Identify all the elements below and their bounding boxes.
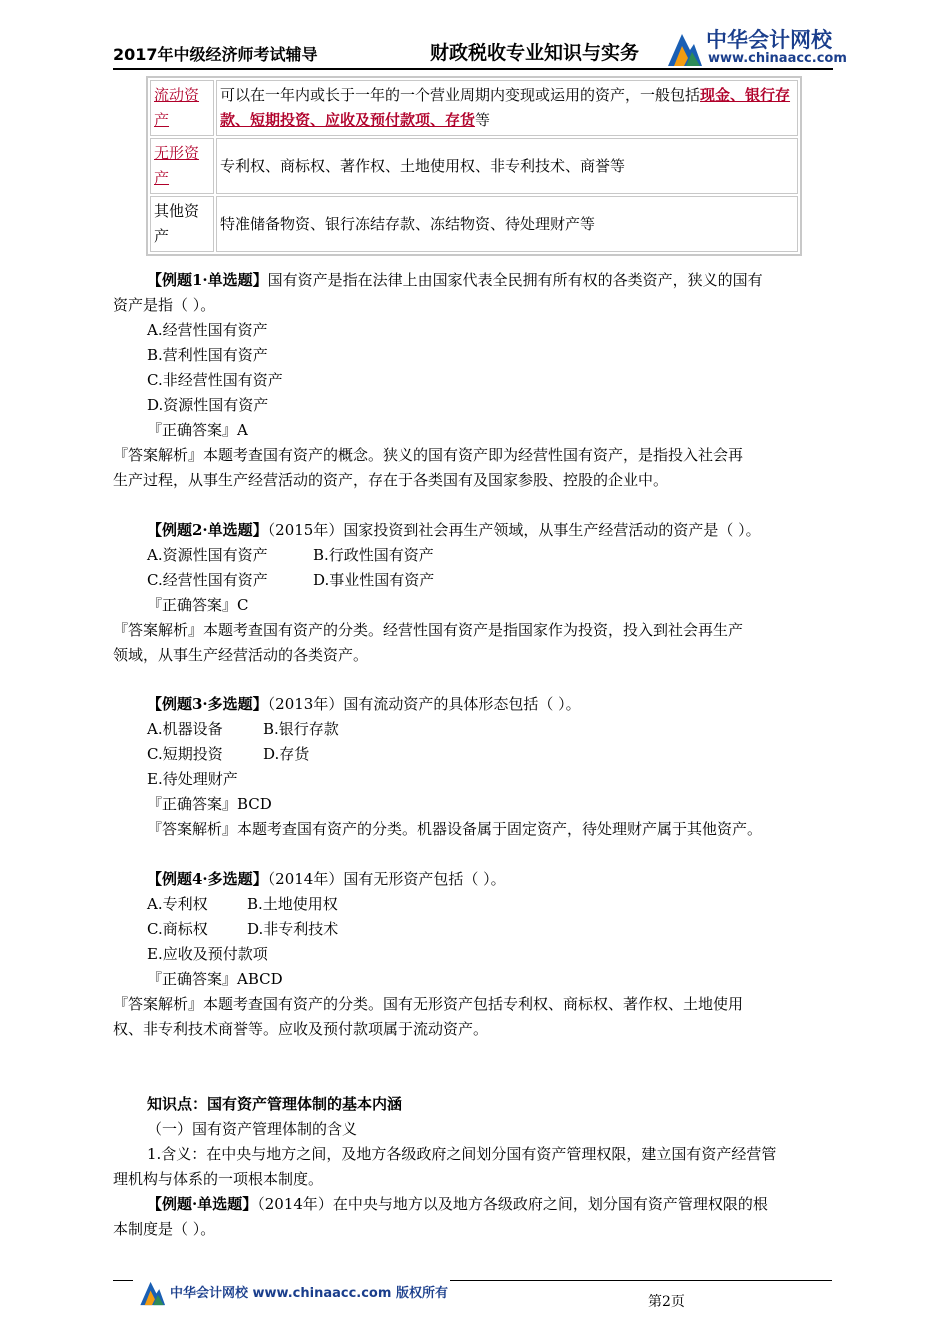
q5-stem-cont: 本制度是（ ）。 [113, 1220, 216, 1238]
q4-analysis: 『答案解析』本题考查国有资产的分类。国有无形资产包括专利权、商标权、著作权、土地使用 [113, 995, 744, 1013]
header-divider [113, 68, 833, 70]
q3-answer: 『正确答案』BCD [147, 795, 272, 813]
q1-analysis: 『答案解析』本题考查国有资产的概念。狭义的国有资产即为经营性国有资产，是指投入社会再 [113, 446, 744, 464]
q4-stem: 【例题4·多选题】（2014年）国有无形资产包括（ ）。 [147, 870, 506, 888]
q3-stem: 【例题3·多选题】（2013年）国有流动资产的具体形态包括（ ）。 [147, 695, 581, 713]
knowledge-subtitle: （一）国有资产管理体制的含义 [147, 1120, 358, 1138]
q2-options-ab: A.资源性国有资产 B.行政性国有资产 [147, 546, 434, 564]
q4-options-cd: C.商标权 D.非专利技术 [147, 920, 339, 938]
logo-mountain-icon [664, 26, 704, 70]
knowledge-definition: 1.含义：在中央与地方之间，及地方各级政府之间划分国有资产管理权限，建立国有资产经营管 [147, 1145, 777, 1163]
header-center-title: 财政税收专业知识与实务 [430, 42, 640, 64]
knowledge-title: 知识点：国有资产管理体制的基本内涵 [147, 1095, 403, 1113]
footer-copyright[interactable]: 中华会计网校 www.chinaacc.com 版权所有 [170, 1286, 448, 1301]
q2-analysis: 『答案解析』本题考查国有资产的分类。经营性国有资产是指国家作为投资，投入到社会再生产 [113, 621, 744, 639]
q3-options-ab: A.机器设备 B.银行存款 [147, 720, 339, 738]
table-cell-desc: 可以在一年内或长于一年的一个营业周期内变现或运用的资产，一般包括现金、银行存款、短期投资、应收及预付款项、存货等 [216, 80, 798, 136]
table-row [150, 80, 798, 136]
q1-stem: 【例题1·单选题】国有资产是指在法律上由国家代表全民拥有所有权的各类资产，狭义的国有 [147, 271, 763, 289]
table-cell-name[interactable] [150, 80, 214, 136]
knowledge-definition-cont: 理机构与体系的一项根本制度。 [113, 1170, 324, 1188]
q2-stem: 【例题2·单选题】（2015年）国家投资到社会再生产领域，从事生产经营活动的资产是（ ）。 [147, 521, 761, 539]
q4-options-ab: A.专利权 B.土地使用权 [147, 895, 338, 913]
q2-options-cd: C.经营性国有资产 D.事业性国有资产 [147, 571, 435, 589]
footer-divider-left [113, 1280, 133, 1281]
q5-stem: 【例题·单选题】（2014年）在中央与地方以及地方各级政府之间，划分国有资产管理权限的根 [147, 1195, 768, 1213]
q4-answer: 『正确答案』ABCD [147, 970, 283, 988]
q1-answer: 『正确答案』A [147, 421, 248, 439]
link-current-asset-forms[interactable]: 现金、银行存款、短期投资、应收及预付款项、存货 [220, 86, 791, 129]
asset-table [146, 76, 802, 256]
q4-analysis-cont: 权、非专利技术商誉等。应收及预付款项属于流动资产。 [113, 1020, 489, 1038]
q1-option-c: C.非经营性国有资产 [147, 371, 283, 389]
q1-option-a: A.经营性国有资产 [147, 321, 268, 339]
q2-answer: 『正确答案』C [147, 596, 249, 614]
table-cell-name[interactable] [150, 138, 214, 194]
q4-option-e: E.应收及预付款项 [147, 945, 268, 963]
q2-analysis-cont: 领域，从事生产经营活动的各类资产。 [113, 646, 369, 664]
header-left-title: 2017年中级经济师考试辅导 [113, 45, 318, 64]
q3-options-cd: C.短期投资 D.存货 [147, 745, 310, 763]
link-current-assets[interactable]: 流动资产 [154, 86, 200, 129]
footer-divider-right [450, 1280, 832, 1281]
q1-option-d: D.资源性国有资产 [147, 396, 269, 414]
q3-analysis: 『答案解析』本题考查国有资产的分类。机器设备属于固定资产，待处理财产属于其他资产。 [147, 820, 763, 838]
page-number: 第2页 [648, 1294, 685, 1310]
table-row [150, 138, 798, 194]
q1-option-b: B.营利性国有资产 [147, 346, 268, 364]
logo[interactable] [664, 24, 854, 70]
table-cell-desc: 特准储备物资、银行冻结存款、冻结物资、待处理财产等 [216, 196, 798, 252]
link-intangible-assets[interactable]: 无形资产 [154, 144, 200, 187]
table-cell-desc: 专利权、商标权、著作权、土地使用权、非专利技术、商誉等 [216, 138, 798, 194]
q3-option-e: E.待处理财产 [147, 770, 238, 788]
q1-stem-cont: 资产是指（ ）。 [113, 296, 216, 314]
table-cell-name: 其他资产 [150, 196, 214, 252]
logo-text: 中华会计网校 [706, 28, 832, 52]
logo-url: www.chinaacc.com [708, 51, 847, 66]
q1-analysis-cont: 生产过程，从事生产经营活动的资产，存在于各类国有及国家参股、控股的企业中。 [113, 471, 669, 489]
footer-logo-icon [137, 1276, 167, 1308]
table-row [150, 196, 798, 252]
